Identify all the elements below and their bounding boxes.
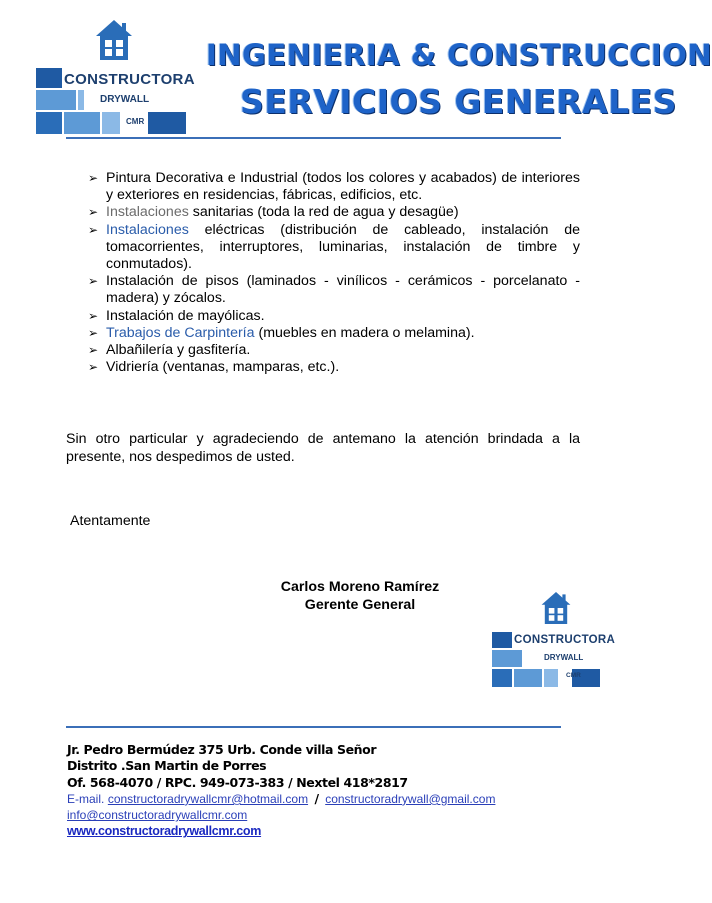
house-icon-small xyxy=(540,590,572,626)
footer-divider xyxy=(66,726,561,728)
header-title-line2: SERVICIOS GENERALES xyxy=(240,82,677,121)
signature-role: Gerente General xyxy=(304,597,416,613)
footer-email-2[interactable]: constructoradrywall@gmail.com xyxy=(325,791,496,806)
service-item-text: (muebles en madera o melamina). xyxy=(254,324,475,341)
service-item-text: sanitarias (toda la red de agua y desagüe) xyxy=(188,204,459,221)
arrow-bullet-icon: ➢ xyxy=(88,274,99,289)
service-item-highlight: Instalaciones xyxy=(106,221,189,238)
logo-wordmark-small: CONSTRUCTORA xyxy=(514,634,616,646)
footer-email-3[interactable]: info@constructoradrywallcmr.com xyxy=(67,808,248,823)
service-item xyxy=(88,359,580,376)
service-item xyxy=(88,308,580,325)
service-item xyxy=(88,325,580,342)
service-item-text: Vidriería (ventanas, mamparas, etc.). xyxy=(106,359,340,376)
house-icon xyxy=(94,18,134,62)
arrow-bullet-icon: ➢ xyxy=(88,205,99,220)
logo-sub-drywall: DRYWALL xyxy=(100,94,150,105)
logo-sub-drywall-small: DRYWALL xyxy=(544,653,584,662)
service-item-text: Albañilería y gasfitería. xyxy=(106,342,251,359)
services-list xyxy=(88,170,580,376)
salutation: Atentamente xyxy=(70,513,151,529)
arrow-bullet-icon: ➢ xyxy=(88,222,99,237)
arrow-bullet-icon: ➢ xyxy=(88,360,99,375)
company-logo xyxy=(36,18,195,136)
service-item xyxy=(88,170,580,204)
footer xyxy=(67,742,495,840)
header-title-line1: INGENIERIA & CONSTRUCCION xyxy=(206,38,712,72)
footer-phones: Of. 568-4070 / RPC. 949-073-383 / Nextel 418*2817 xyxy=(67,774,408,790)
service-item-highlight: Instalaciones xyxy=(106,204,189,221)
footer-email-label: E-mail. xyxy=(67,791,105,806)
header-divider xyxy=(66,137,561,139)
arrow-bullet-icon: ➢ xyxy=(88,325,99,340)
footer-address-line1: Jr. Pedro Bermúdez 375 Urb. Conde villa Señor xyxy=(67,742,377,757)
arrow-bullet-icon: ➢ xyxy=(88,308,99,323)
service-item-text: eléctricas (distribución de cableado, instalación de tomacorrientes, interruptores, luminarias, instalación de timbre y conmutados). xyxy=(106,221,580,273)
logo-wordmark: CONSTRUCTORA xyxy=(64,71,195,88)
footer-email-row xyxy=(67,791,495,807)
arrow-bullet-icon: ➢ xyxy=(88,171,99,185)
footer-email-separator: / xyxy=(314,790,319,806)
footer-address-line2: Distrito .San Martin de Porres xyxy=(67,758,267,774)
service-item xyxy=(88,204,580,221)
closing-paragraph: Sin otro particular y agradeciendo de antemano la atención brindada a la presente, nos despedimos de usted. xyxy=(66,431,580,465)
service-item xyxy=(88,222,580,274)
footer-email-1[interactable]: constructoradrywallcmr@hotmail.com xyxy=(107,791,309,806)
logo-sub-cmr-small: CMR xyxy=(566,672,581,679)
company-logo-small xyxy=(492,590,616,688)
service-item-text: Instalación de pisos (laminados - vinílicos - cerámicos - porcelanato - madera) y zócalos. xyxy=(106,273,580,307)
service-item xyxy=(88,273,580,307)
signature-name: Carlos Moreno Ramírez xyxy=(280,579,440,595)
logo-sub-cmr: CMR xyxy=(126,117,145,126)
footer-website-link[interactable]: www.constructoradrywallcmr.com xyxy=(67,824,262,839)
arrow-bullet-icon: ➢ xyxy=(88,343,99,358)
service-item-text: Pintura Decorativa e Industrial (todos los colores y acabados) de interiores y exteriores en residencias, fábricas, edificios, etc. xyxy=(106,170,580,204)
service-item-highlight: Trabajos de Carpintería xyxy=(106,324,255,341)
service-item xyxy=(88,342,580,359)
service-item-text: Instalación de mayólicas. xyxy=(106,307,265,324)
